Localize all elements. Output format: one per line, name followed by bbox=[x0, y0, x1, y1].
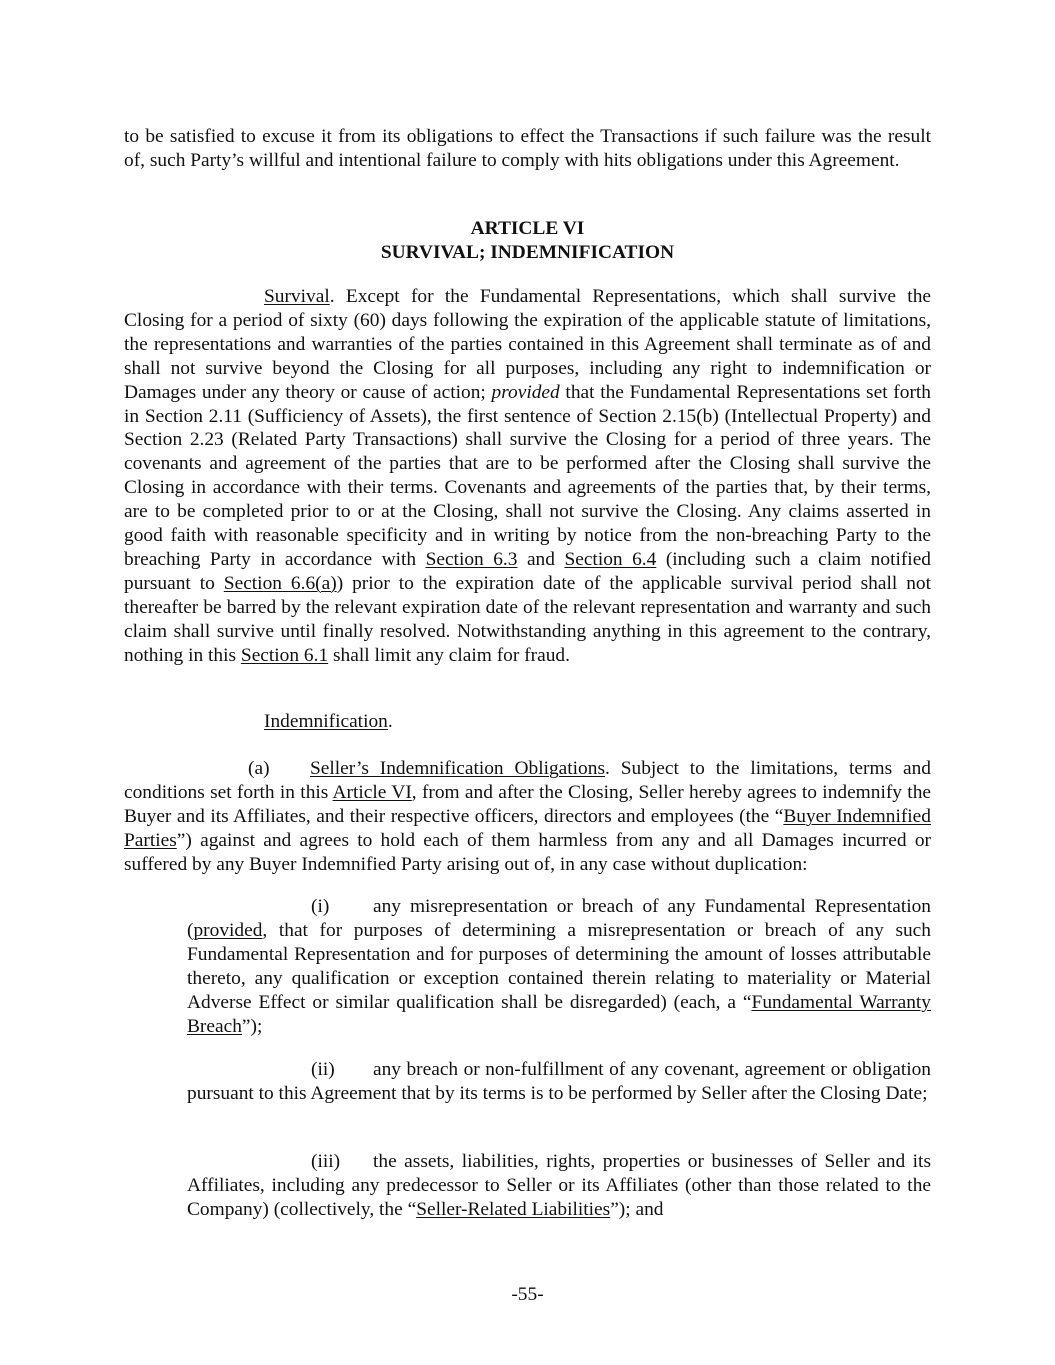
continuation-text: to be satisfied to excuse it from its obligations to effect the Transactions if such failure was the result of, such Party’s willful and intentional failure to comply with hits obligations under this Agreement. bbox=[124, 126, 931, 171]
clause-i bbox=[187, 895, 931, 1038]
section-survival bbox=[124, 285, 931, 668]
continuation-paragraph bbox=[124, 125, 931, 173]
article-number: ARTICLE VI bbox=[470, 218, 585, 239]
provided-italic: provided bbox=[491, 381, 560, 403]
article-title: SURVIVAL; INDEMNIFICATION bbox=[380, 241, 675, 263]
clause-iii-paragraph: (iii) the assets, liabilities, rights, properties or businesses of Seller and its Affiliates, including any predecessor to Seller or its Affiliates (other than those related to the Company) (collectively, the “Seller-Related Liabilities”); and bbox=[187, 1151, 931, 1220]
survival-heading: Survival bbox=[264, 286, 330, 307]
clause-ii bbox=[187, 1058, 931, 1106]
clause-ii-paragraph: (ii) any breach or non-fulfillment of any covenant, agreement or obligation pursuant to this Agreement that by its terms is to be performed by Seller after the Closing Date; bbox=[187, 1059, 931, 1104]
section-6-4-link[interactable]: Section 6.4 bbox=[564, 548, 657, 570]
subsection-a-heading: Seller’s Indemnification Obligations bbox=[310, 758, 605, 779]
subsection-a-paragraph: (a) Seller’s Indemnification Obligations. Subject to the limitations, terms and conditions set forth in this Article VI, from and after the Closing, Seller hereby agrees to indemnify the Buyer and its Affiliates, and their respective officers, directors and employees (the “Buyer Indemnified Parties”) against and agrees to hold each of them harmless from any and all Damages incurred or suffered by any Buyer Indemnified Party arising out of, in any case without duplication: bbox=[124, 758, 932, 875]
clause-i-label: (i) bbox=[311, 896, 330, 917]
provided-term: provided bbox=[193, 919, 263, 941]
survival-paragraph: Survival. Except for the Fundamental Representations, which shall survive the Closing for a period of sixty (60) days following the expiration of the applicable statute of limitations, the representations and warranties of the parties contained in this Agreement shall terminate as of and shall not survive beyond the Closing for all purposes, including any right to indemnification or Damages under any theory or cause of action; provided that the Fundamental Representations set forth in Section 2.11 (Sufficiency of Assets), the first sentence of Section 2.15(b) (Intellectual Property) and Section 2.23 (Related Party Transactions) shall survive the Closing for a period of three years. The covenants and agreement of the parties that are to be performed after the Closing shall survive the Closing in accordance with their terms. Covenants and agreements of the parties that, by their terms, are to be completed prior to or at the Closing, shall not survive the Closing. Any claims asserted in good faith with reasonable specificity and in writing by notice from the non-breaching Party to the breaching Party in accordance with Section 6.3 and Section 6.4 (including such a claim notified pursuant to Section 6.6(a)) prior to the expiration date of the applicable survival period shall not thereafter be barred by the relevant expiration date of the relevant representation and warranty and such claim shall survive until finally resolved. Notwithstanding anything in this agreement to the contrary, nothing in this Section 6.1 shall limit any claim for fraud. bbox=[124, 286, 931, 666]
indemnification-heading-line: Indemnification. bbox=[264, 711, 393, 732]
subsection-a-label: (a) bbox=[248, 758, 270, 779]
section-indemnification bbox=[124, 710, 931, 734]
section-6-6a-link[interactable]: Section 6.6(a) bbox=[223, 572, 337, 594]
page-number: -55- bbox=[511, 1284, 544, 1305]
section-6-1-link[interactable]: Section 6.1 bbox=[240, 644, 329, 666]
indemnification-heading: Indemnification bbox=[264, 711, 388, 732]
clause-i-paragraph: (i) any misrepresentation or breach of any Fundamental Representation (provided, that for purposes of determining a misrepresentation or breach of any such Fundamental Representation and for purposes of determining the amount of losses attributable thereto, any qualification or exception contained therein relating to materiality or Material Adverse Effect or similar qualification shall be disregarded) (each, a “Fundamental Warranty Breach”); bbox=[187, 896, 931, 1037]
article-heading bbox=[124, 217, 931, 265]
section-6-3-link[interactable]: Section 6.3 bbox=[425, 548, 518, 570]
clause-ii-label: (ii) bbox=[311, 1059, 335, 1080]
fundamental-warranty-breach-term: Fundamental Warranty Breach bbox=[187, 991, 931, 1037]
clause-iii-label: (iii) bbox=[311, 1151, 341, 1172]
buyer-indemnified-parties-term: Buyer Indemnified Parties bbox=[124, 805, 931, 851]
article-vi-link[interactable]: Article VI bbox=[332, 781, 412, 803]
subsection-a bbox=[124, 757, 931, 877]
seller-related-liabilities-term: Seller-Related Liabilities bbox=[416, 1198, 611, 1220]
clause-iii bbox=[187, 1150, 931, 1222]
